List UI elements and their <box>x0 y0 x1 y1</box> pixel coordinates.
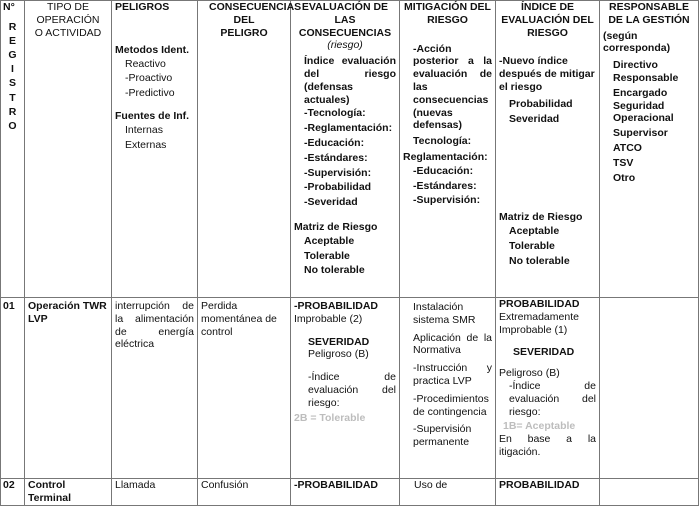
eval-matriz-item: Aceptable <box>304 234 355 247</box>
indice-item: Probabilidad <box>509 97 573 110</box>
peligros-header-cell <box>112 1 198 298</box>
eval-item: -Probabilidad <box>304 181 372 194</box>
registro-letter: O <box>8 120 17 132</box>
metodo-item: -Predictivo <box>125 87 175 100</box>
indice-matriz-item: No tolerable <box>509 254 570 267</box>
eval-sev-value: Peligroso (B) <box>308 348 369 361</box>
responsable-item: ATCO <box>613 141 642 154</box>
row-consecuencia: Confusión <box>198 479 291 506</box>
no-header: N° <box>3 1 15 13</box>
eval-item: -Reglamentación: <box>304 122 393 135</box>
ind-note: En base a la itigación. <box>499 433 596 458</box>
evaluacion-header-cell <box>291 1 400 298</box>
row-evaluacion-cell <box>291 298 400 479</box>
row-mitigacion-cell <box>400 298 496 479</box>
indice-header: ÍNDICE DE EVALUACIÓN DEL RIESGO <box>501 1 594 39</box>
evaluacion-header: EVALUACIÓN DE LAS CONSECUENCIAS <box>298 1 392 39</box>
mitigacion-row-item: Instalación sistema SMR <box>413 301 476 326</box>
indice-intro: -Nuevo índice después de mitigar el riesgo <box>499 55 595 93</box>
row-tipo: Operación TWR LVP <box>25 298 112 479</box>
responsable-item: Directivo Responsable <box>613 59 679 84</box>
mitigacion-row-item: -Supervisión permanente <box>413 423 472 449</box>
eval-matriz-title: Matriz de Riesgo <box>294 220 378 233</box>
evaluacion-subheader: (riesgo) <box>327 39 363 52</box>
metodo-item: Reactivo <box>125 57 166 70</box>
mitigacion-header: MITIGACIÓN DEL RIESGO <box>404 1 491 26</box>
tipo-header-cell <box>25 1 112 298</box>
registro-header-cell <box>1 1 25 298</box>
eval-result: 2B = Tolerable <box>294 411 366 424</box>
eval-item: -Supervisión: <box>304 166 372 179</box>
registro-letter: S <box>8 77 16 90</box>
registro-letter: T <box>9 91 16 104</box>
metodos-title: Metodos Ident. <box>115 43 190 56</box>
registro-letter: I <box>11 63 14 76</box>
mitigacion-tecnologia: Tecnología: <box>413 135 472 148</box>
eval-item: -Estándares: <box>304 151 368 164</box>
mitigacion-row-item: -Instrucción y practica LVP <box>413 362 492 387</box>
row-number: 02 <box>1 479 25 506</box>
row-peligro: Llamada <box>112 479 198 506</box>
eval-prob-title: -PROBABILIDAD <box>294 300 378 312</box>
row-mitigacion-cell: Uso de <box>400 479 496 506</box>
row-responsable-cell <box>600 479 699 506</box>
responsable-item: TSV <box>613 156 634 169</box>
responsable-item: Encargado Seguridad Operacional <box>613 86 674 125</box>
row-tipo: Control Terminal <box>25 479 112 506</box>
row-indice-cell <box>496 298 600 479</box>
registro-vertical-label <box>3 20 22 133</box>
eval-matriz-item: No tolerable <box>304 264 365 277</box>
tipo-header: TIPO DE OPERACIÓN O ACTIVIDAD <box>34 1 102 39</box>
mitigacion-first: -Acción posterior a la evaluación de las consecuencias (nuevas defensas) <box>413 42 492 132</box>
consecuencias-header: CONSECUENCIAS DEL PELIGRO <box>209 1 302 39</box>
ind-indice: -Índice de evaluación del riesgo: <box>509 379 596 418</box>
registro-letter: G <box>8 49 17 62</box>
row-consecuencia: Perdida momentánea de control <box>198 298 291 479</box>
ind-prob-title: PROBABILIDAD <box>499 298 580 310</box>
header-row <box>1 1 699 298</box>
row-responsable-cell <box>600 298 699 479</box>
row-peligro: interrupción de la alimentación de energía eléctrica <box>112 298 198 479</box>
mitigacion-item: -Supervisión: <box>413 194 481 207</box>
mitigacion-row-item: Aplicación de la Normativa <box>413 331 492 357</box>
eval-prob-value: Improbable (2) <box>294 312 363 325</box>
eval-item: Índice evaluación del riesgo (defensas actuales) <box>304 55 396 106</box>
registro-letter: E <box>8 34 16 47</box>
responsable-item: Otro <box>613 171 636 184</box>
table-row <box>1 298 699 479</box>
responsable-item: Supervisor <box>613 127 668 140</box>
registro-letter: R <box>8 20 17 33</box>
fuente-item: Internas <box>125 123 163 136</box>
ind-sev-value: Peligroso (B) <box>499 367 560 380</box>
eval-item: -Severidad <box>304 196 358 209</box>
mitigacion-header-cell <box>400 1 496 298</box>
mitigacion-row-item: -Procedimientos de contingencia <box>413 392 489 418</box>
row-evaluacion-cell: -PROBABILIDAD <box>291 479 400 506</box>
responsable-subheader: (según corresponda) <box>603 29 671 55</box>
fuentes-title: Fuentes de Inf. <box>115 109 190 122</box>
ind-result: 1B= Aceptable <box>503 420 576 433</box>
row-indice-cell: PROBABILIDAD <box>496 479 600 506</box>
responsable-header-cell <box>600 1 699 298</box>
eval-indice: -Índice de evaluación del riesgo: <box>308 371 396 409</box>
ind-prob-value: Extremadamente Improbable (1) <box>499 310 579 336</box>
eval-matriz-item: Tolerable <box>304 249 350 262</box>
indice-matriz-item: Aceptable <box>509 225 560 238</box>
registro-letter: R <box>8 105 17 118</box>
metodo-item: -Proactivo <box>125 72 173 85</box>
fuente-item: Externas <box>125 138 167 151</box>
indice-matriz-title: Matriz de Riesgo <box>499 211 583 224</box>
responsable-header: RESPONSABLE DE LA GESTIÓN <box>608 1 690 26</box>
mitigacion-item: -Estándares: <box>413 179 477 192</box>
eval-item: -Tecnología: <box>304 107 366 120</box>
indice-header-cell <box>496 1 600 298</box>
mitigacion-item: -Educación: <box>413 164 474 177</box>
table-row <box>1 479 699 506</box>
ind-sev-title: SEVERIDAD <box>513 346 575 359</box>
eval-sev-title: SEVERIDAD <box>308 335 370 348</box>
consecuencias-header-cell <box>198 1 302 298</box>
row-number: 01 <box>1 298 25 479</box>
indice-item: Severidad <box>509 112 560 125</box>
mitigacion-reglamentacion: Reglamentación: <box>403 150 488 163</box>
peligros-header: PELIGROS <box>115 1 170 13</box>
indice-matriz-item: Tolerable <box>509 239 555 252</box>
eval-item: -Educación: <box>304 136 365 149</box>
